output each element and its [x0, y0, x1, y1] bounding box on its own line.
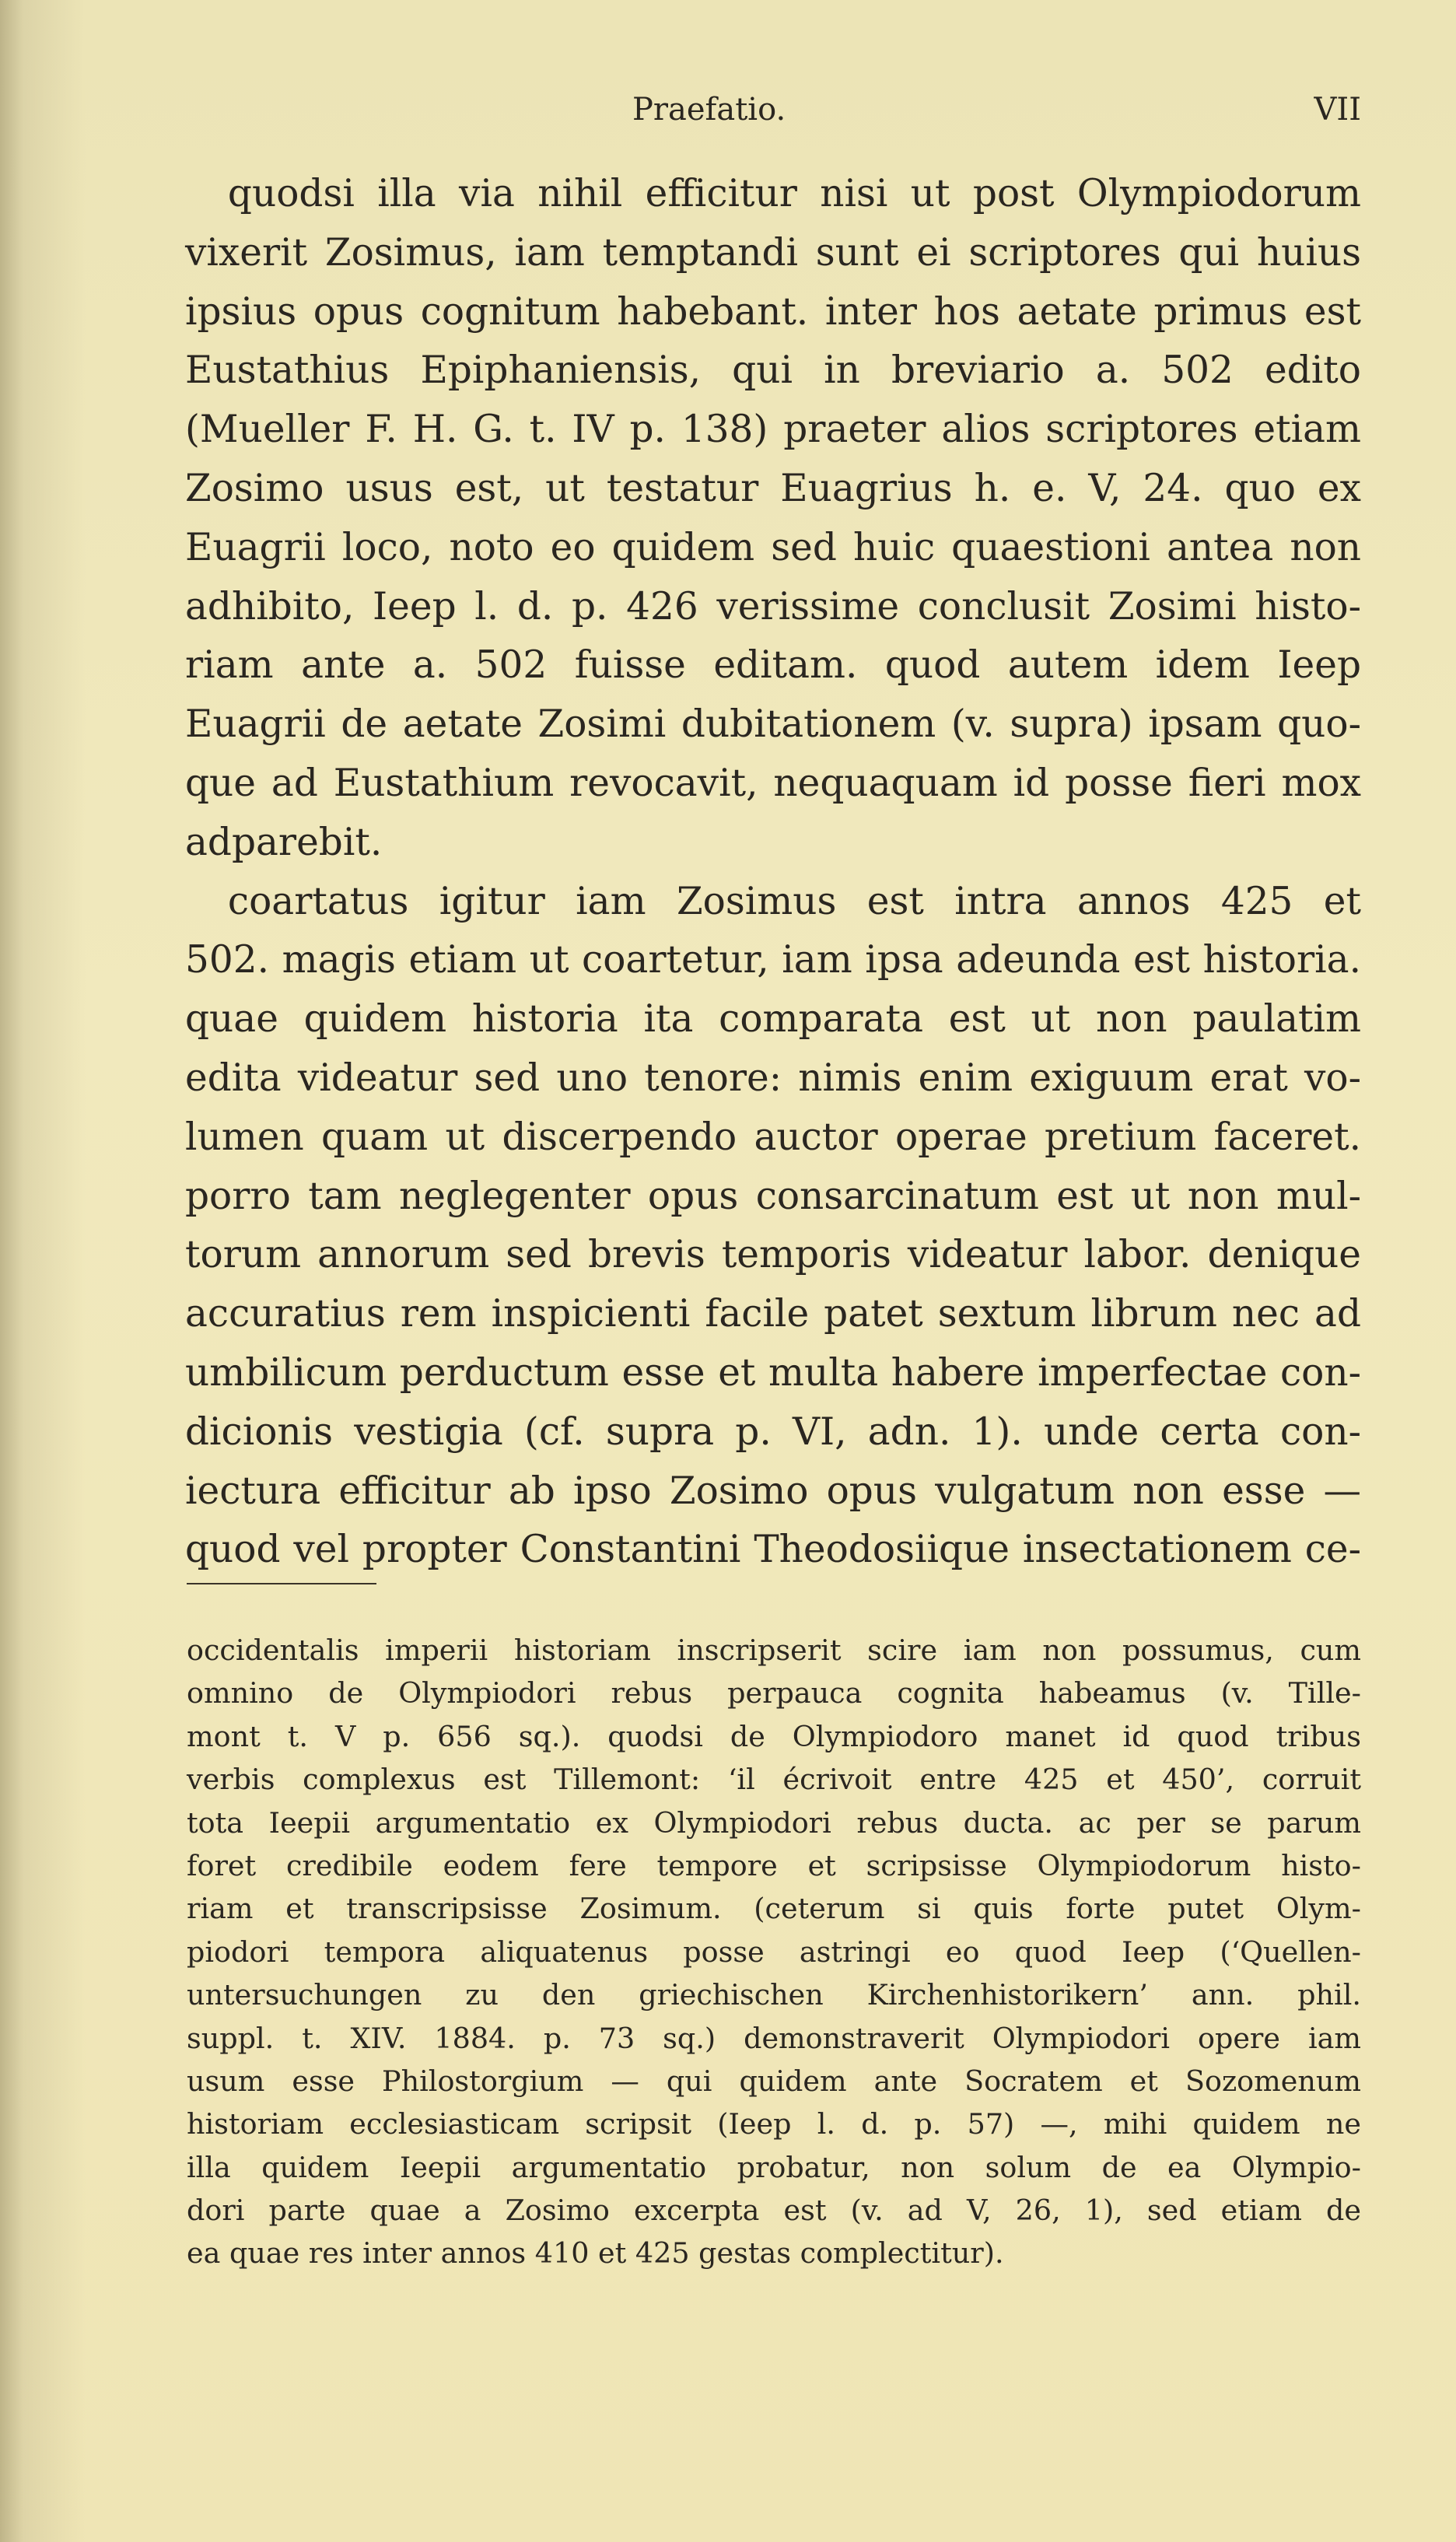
- text-line: Euagrii de aetate Zosimi dubitationem (v. supra) ipsam quo-: [185, 702, 1361, 747]
- text-line: ipsius opus cognitum habebant. inter hos aetate primus est: [185, 289, 1361, 334]
- text-line: 502. magis etiam ut coartetur, iam ipsa adeunda est historia.: [185, 938, 1361, 982]
- footnote-line: untersuchungen zu den griechischen Kirchenhistorikern’ ann. phil.: [187, 1978, 1361, 2012]
- footnote-line: occidentalis imperii historiam inscripserit scire iam non possumus, cum: [187, 1633, 1361, 1667]
- footnote-line: piodori tempora aliquatenus posse astringi eo quod Ieep (‘Quellen-: [187, 1935, 1361, 1969]
- text-line: que ad Eustathium revocavit, nequaquam id posse fieri mox: [185, 761, 1361, 805]
- page-header: [187, 92, 1361, 138]
- main-text-body: [185, 165, 1361, 1580]
- footnote-body: [187, 1629, 1361, 2275]
- footnote-separator-rule: [187, 1583, 376, 1584]
- footnote-line: historiam ecclesiasticam scripsit (Ieep l. d. p. 57) —, mihi quidem ne: [187, 2107, 1361, 2141]
- footnote-line: dori parte quae a Zosimo excerpta est (v. ad V, 26, 1), sed etiam de: [187, 2194, 1361, 2228]
- text-line: Euagrii loco, noto eo quidem sed huic quaestioni antea non: [185, 525, 1361, 569]
- text-line: umbilicum perductum esse et multa habere imperfectae con-: [185, 1350, 1361, 1395]
- text-line: quae quidem historia ita comparata est ut non paulatim: [185, 997, 1361, 1042]
- text-line: vixerit Zosimus, iam temptandi sunt ei scriptores qui huius: [185, 230, 1361, 275]
- running-title: Praefatio.: [632, 92, 786, 128]
- text-line: quodsi illa via nihil efficitur nisi ut post Olympiodorum: [227, 172, 1361, 215]
- footnote-line: mont t. V p. 656 sq.). quodsi de Olympiodoro manet id quod tribus: [187, 1719, 1361, 1753]
- text-line: adparebit.: [185, 820, 383, 864]
- footnote-line: tota Ieepii argumentatio ex Olympiodori rebus ducta. ac per se parum: [187, 1805, 1361, 1840]
- text-line: lumen quam ut discerpendo auctor operae pretium faceret.: [185, 1115, 1361, 1159]
- text-line: Zosimo usus est, ut testatur Euagrius h. e. V, 24. quo ex: [185, 466, 1361, 510]
- footnote-line: verbis complexus est Tillemont: ‘il écrivoit entre 425 et 450’, corruit: [187, 1763, 1361, 1797]
- text-line: coartatus igitur iam Zosimus est intra annos 425 et: [227, 879, 1361, 923]
- text-line: edita videatur sed uno tenore: nimis enim exiguum erat vo-: [185, 1056, 1361, 1100]
- text-line: iectura efficitur ab ipso Zosimo opus vulgatum non esse —: [185, 1469, 1361, 1513]
- text-line: (Mueller F. H. G. t. IV p. 138) praeter alios scriptores etiam: [185, 408, 1361, 452]
- text-line: Eustathius Epiphaniensis, qui in breviario a. 502 edito: [185, 348, 1361, 393]
- footnote-line: usum esse Philostorgium — qui quidem ante Socratem et Sozomenum: [187, 2064, 1361, 2098]
- text-line: riam ante a. 502 fuisse editam. quod autem idem Ieep: [185, 643, 1361, 688]
- text-line: quod vel propter Constantini Theodosiique insectationem ce-: [185, 1528, 1361, 1572]
- footnote-line: ea quae res inter annos 410 et 425 gestas complectitur).: [187, 2236, 1004, 2271]
- page-number: VII: [1314, 92, 1361, 128]
- text-line: dicionis vestigia (cf. supra p. VI, adn. 1). unde certa con-: [185, 1409, 1361, 1454]
- footnote-line: omnino de Olympiodori rebus perpauca cognita habeamus (v. Tille-: [187, 1676, 1361, 1710]
- footnote-line: illa quidem Ieepii argumentatio probatur, non solum de ea Olympio-: [187, 2150, 1361, 2184]
- text-line: porro tam neglegenter opus consarcinatum est ut non mul-: [185, 1174, 1361, 1218]
- footnote-line: riam et transcripsisse Zosimum. (ceterum si quis forte putet Olym-: [187, 1892, 1361, 1926]
- text-line: adhibito, Ieep l. d. p. 426 verissime conclusit Zosimi histo-: [185, 584, 1361, 628]
- footnote-line: foret credibile eodem fere tempore et scripsisse Olympiodorum histo-: [187, 1848, 1361, 1882]
- text-line: torum annorum sed brevis temporis videatur labor. denique: [185, 1233, 1361, 1277]
- footnote-line: suppl. t. XIV. 1884. p. 73 sq.) demonstraverit Olympiodori opere iam: [187, 2021, 1361, 2055]
- text-line: accuratius rem inspicienti facile patet sextum librum nec ad: [185, 1292, 1361, 1336]
